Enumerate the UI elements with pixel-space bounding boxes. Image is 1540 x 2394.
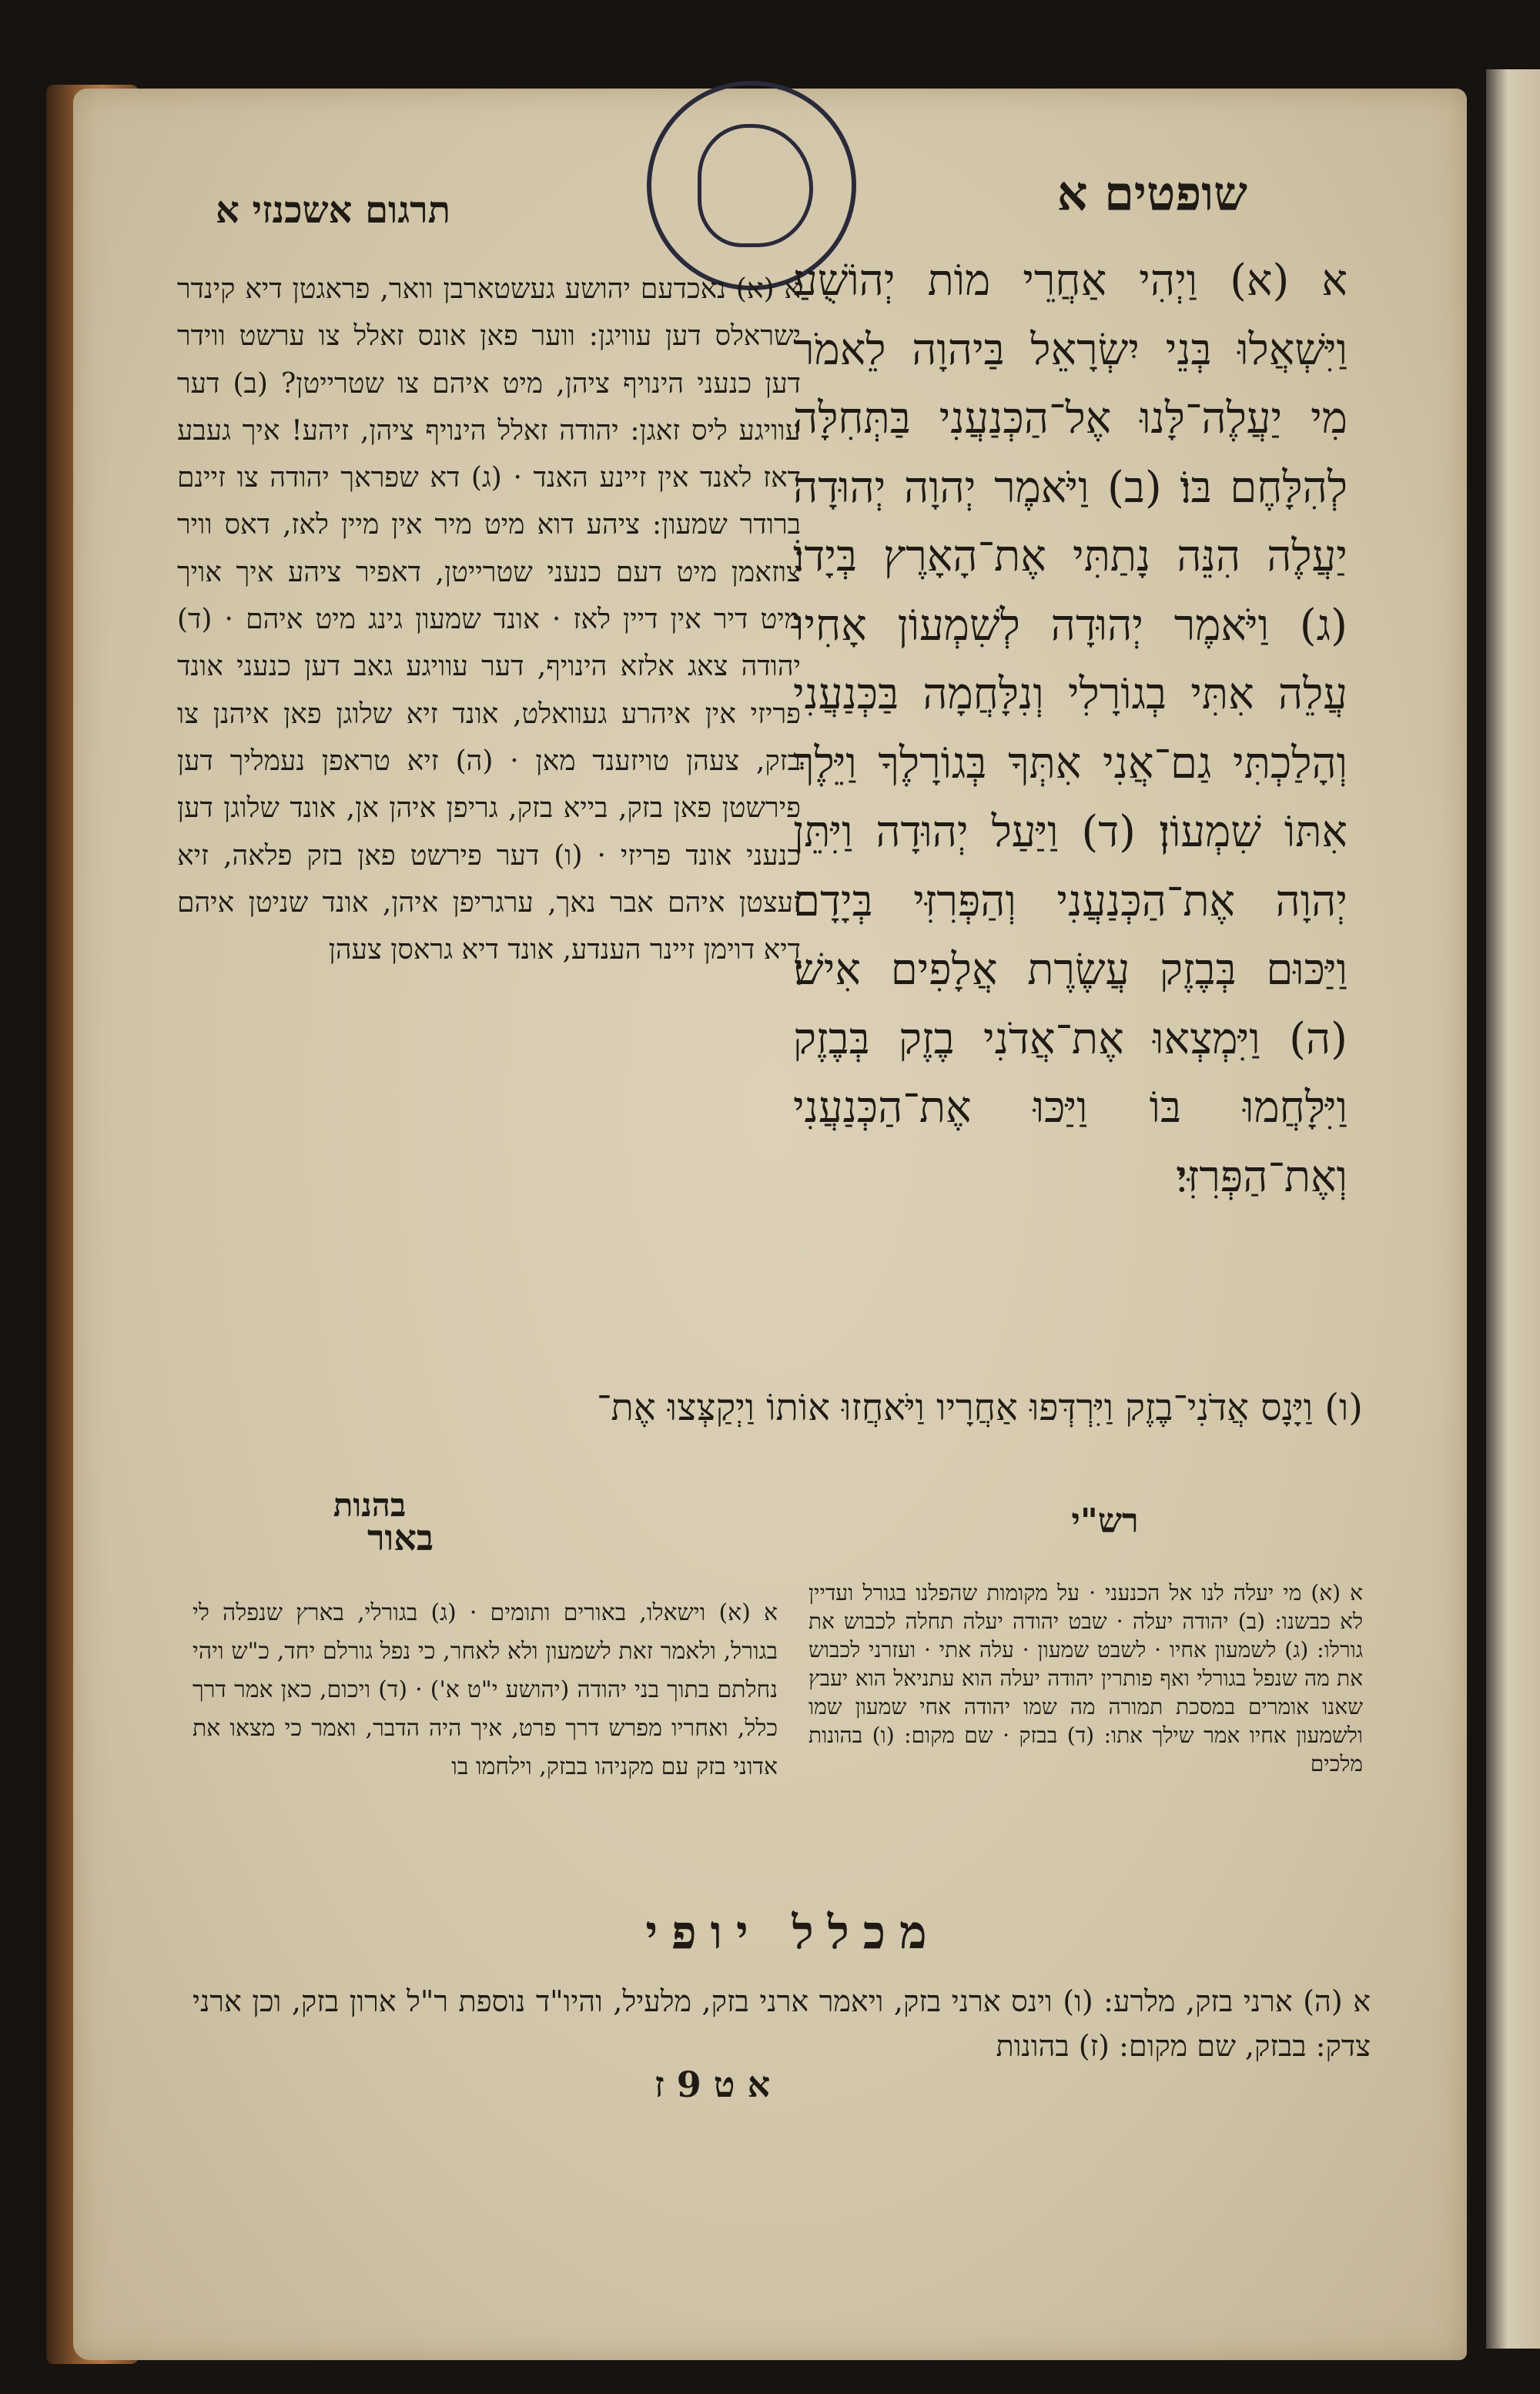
michlal-yofi-heading: מכלל יופי: [645, 1906, 941, 1960]
stamp-emblem: [698, 124, 813, 247]
yiddish-translation-column: א (א) נאכדעם יהושע געשטארבן וואר, פראגטן דיא קינדר ישראלס דען עוויגן: ווער פאן אונס זאלל צו ערשט ווידר דען כנעני הינויף ציהן, מיט איהם צו שטרייטן? (ב) דער עוויגע ליס זאגן: יהודה זאלל הינויף ציהן, זיהע! איך געבע דאז לאנד אין זיינע האנד · (ג) דא שפראך יהודה צו זיינם ברודר שמעון: ציהע דוא מיט מיר אין מיין לאז, דאס וויר צוזאמן מיט דעם כנעני שטרייטן, דאפיר ציהע איך אויך מיט דיר אין דיין לאז · אונד שמעון גינג מיט איהם · (ד) יהודה צאג אלזא הינויף, דער עוויגע גאב דען כנעני אונד פריזי אין איהרע געוואלט, אונד זיא שלוגן פאן איהנן צו בזק, צעהן טויזענד מאן · (ה) זיא טראפן נעמליך דען פירשטן פאן בזק, בייא בזק, גריפן איהן אן, אונד שלוגן דען כנעני אונד פריזי · (ו) דער פירשט פאן בזק פלאה, זיא זעצטן איהם אבר נאך, ערגריפן איהן, אונד שניטן איהם דיא דוימן זיינר הענדע, אונד דיא גראסן צעהן: [177, 273, 801, 966]
next-page-edge: [1486, 69, 1540, 2349]
printer-signature-mark: א ט 9 ז: [654, 2064, 771, 2105]
biur-commentary: א (א) וישאלו, באורים ותומים · (ג) בגורלי, בארץ שנפלה לי בגורל, ולאמר זאת לשמעון ולא לאחר, כי נפל גורלם יחד, כ"ש ויהי נחלתם בתוך בני יהודה (יהושע י"ט א') · (ד) ויכום, כאן אמר דרך כלל, ואחריו מפרש דרך פרט, איך היה הדבר, ואמר כי מצאו את אדוני בזק עם מקניהו בבזק, וילחמו בו: [192, 1599, 778, 1780]
rashi-commentary: א (א) מי יעלה לנו אל הכנעני · על מקומות שהפלנו בגורל ועדיין לא כבשנו: (ב) יהודה יעלה · שבט יהודה יעלה תחלה לכבוש את גורלו: (ג) לשמעון אחיו · לשבט שמעון · עלה אתי · ועזרני לכבוש את מה שנפל בגורלי ואף פותרין יהודה יעלה הוא עתניאל הוא יעבץ שאנו אומרים במסכת תמורה מה שמו יהודה אחי שמעון שמו ולשמעון אחיו אמר שילך אתו: (ד) בבזק · שם מקום: (ו) בהונות מלכים: [808, 1580, 1364, 1776]
hebrew-continuation-line: (ו) וַיָּנָס אֲדֹנִי־בֶזֶק וַיִּרְדְּפוּ אַחֲרָיו וַיֹּאחֲזוּ אוֹתוֹ וַיְקַצְּצוּ אֶת־: [597, 1386, 1363, 1429]
catchword-bahanut: בהנות: [333, 1486, 407, 1524]
running-header-translation: תרגום אשכנזי א: [216, 189, 451, 232]
rashi-heading: רש"י: [1071, 1502, 1139, 1541]
hebrew-text-column: א (א) וַיְהִי אַחֲרֵי מוֹת יְהוֹשֻׁעַ וַיִּשְׁאֲלוּ בְּנֵי יִשְׂרָאֵל בַּיהוָה לֵאמֹר מִי יַעֲלֶה־לָּנוּ אֶל־הַכְּנַעֲנִי בַּתְּחִלָּה לְהִלָּחֶם בּוֹ׃ (ב) וַיֹּאמֶר יְהוָה יְהוּדָה יַעֲלֶה הִנֵּה נָתַתִּי אֶת־הָאָרֶץ בְּיָדוֹ׃ (ג) וַיֹּאמֶר יְהוּדָה לְשִׁמְעוֹן אָחִיו עֲלֵה אִתִּי בְגוֹרָלִי וְנִלָּחֲמָה בַּכְּנַעֲנִי וְהָלַכְתִּי גַם־אֲנִי אִתְּךָ בְּגוֹרָלֶךָ וַיֵּלֶךְ אִתּוֹ שִׁמְעוֹן׃ (ד) וַיַּעַל יְהוּדָה וַיִּתֵּן יְהוָה אֶת־הַכְּנַעֲנִי וְהַפְּרִזִּי בְּיָדָם וַיַּכּוּם בְּבֶזֶק עֲשֶׂרֶת אֲלָפִים אִישׁ׃ (ה) וַיִּמְצְאוּ אֶת־אֲדֹנִי בֶזֶק בְּבֶזֶק וַיִּלָּחֲמוּ בּוֹ וַיַּכּוּ אֶת־הַכְּנַעֲנִי וְאֶת־הַפְּרִזִּי׃: [793, 256, 1348, 1202]
running-header-book: שופטים א: [1056, 166, 1247, 222]
biur-heading: באור: [367, 1517, 434, 1559]
michlal-yofi-commentary: א (ה) ארני בזק, מלרע: (ו) וינס ארני בזק, ויאמר ארני בזק, מלעיל, והיו"ד נוספת ר"ל ארון בזק, וכן ארני צדק: בבזק, שם מקום: (ז) בהונות: [192, 1984, 1371, 2063]
